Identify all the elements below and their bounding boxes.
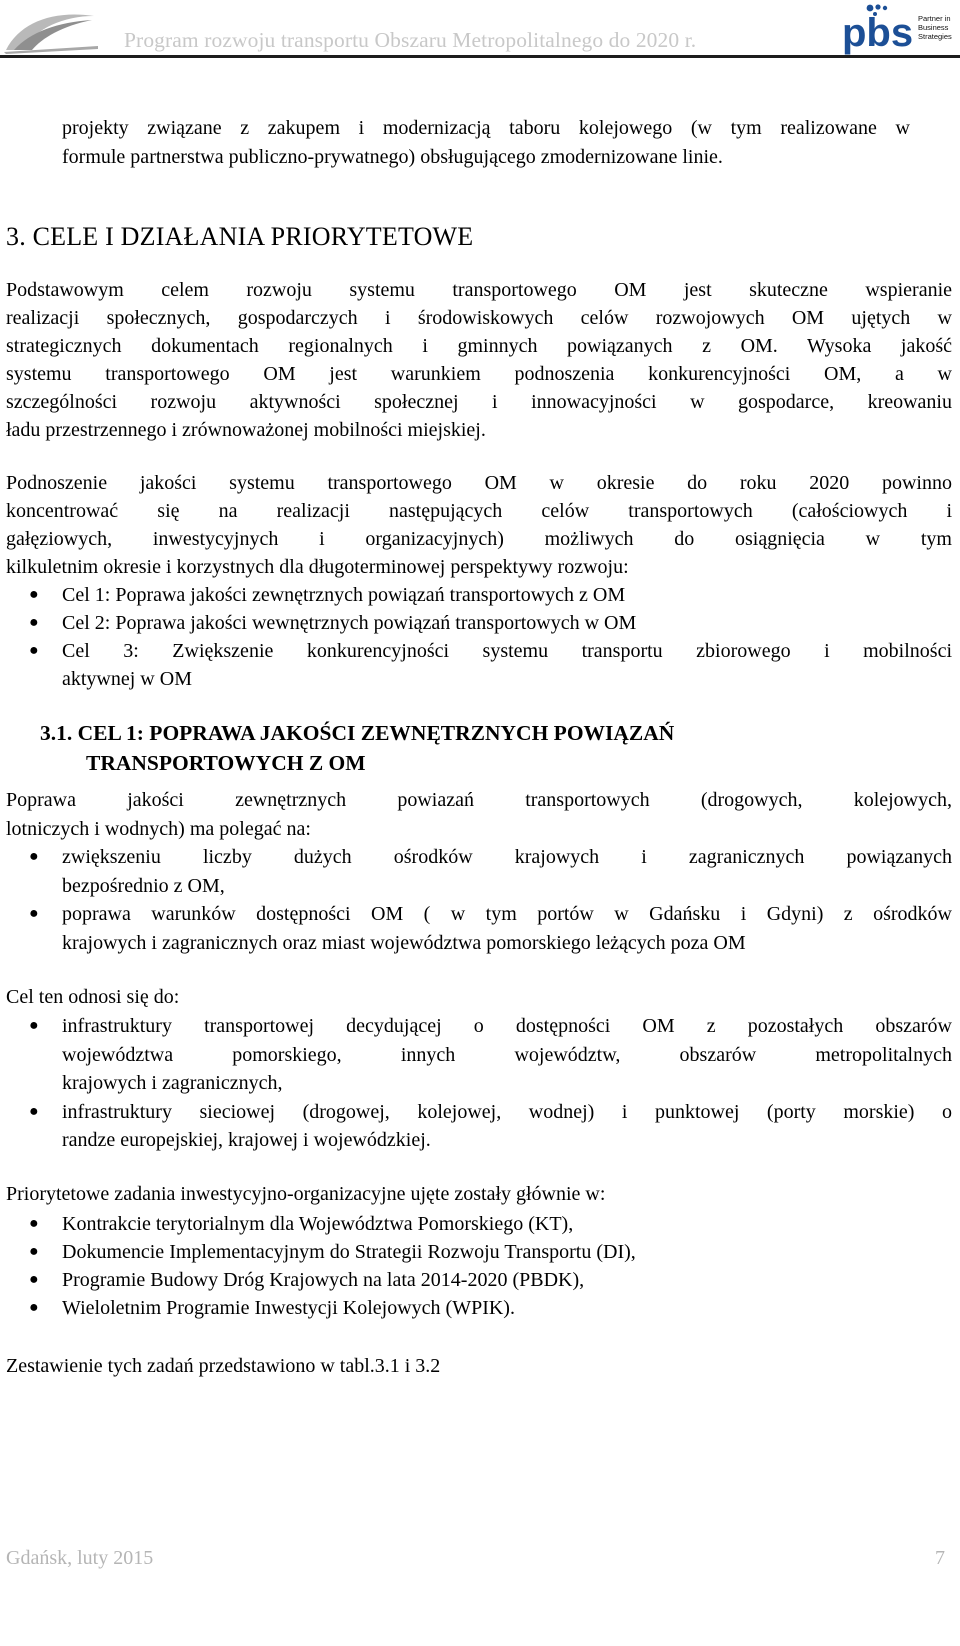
pbs-tagline: Partner in Business Strategies bbox=[918, 14, 952, 41]
priority-intro: Priorytetowe zadania inwestycyjno-organizacyjne ujęte zostały głównie w: bbox=[6, 1183, 606, 1205]
bullet-icon: ● bbox=[29, 642, 39, 659]
list-item: ● Cel 2: Poprawa jakości wewnętrznych powiązań transportowych w OM bbox=[0, 609, 952, 637]
list-item: ● Cel 3: Zwiększenie konkurencyjności systemu transportu zbiorowego i mobilności aktywnej w OM bbox=[0, 637, 952, 693]
list-item: ● Cel 1: Poprawa jakości zewnętrznych powiązań transportowych z OM bbox=[0, 581, 952, 609]
bullet-icon: ● bbox=[29, 1102, 39, 1120]
page-header bbox=[0, 0, 960, 60]
bullet-icon: ● bbox=[29, 848, 39, 865]
goals-list bbox=[0, 581, 952, 693]
improvement-list bbox=[0, 843, 952, 957]
relates-intro: Cel ten odnosi się do: bbox=[6, 986, 180, 1008]
document-title: Program rozwoju transportu Obszaru Metropolitalnego do 2020 r. bbox=[124, 28, 697, 52]
header-divider bbox=[0, 55, 960, 58]
bullet-icon: ● bbox=[29, 1271, 39, 1288]
bullet-icon: ● bbox=[29, 1243, 39, 1260]
list-item: ● zwiększeniu liczby dużych ośrodków krajowych i zagranicznych powiązanych bezpośrednio z OM, bbox=[0, 843, 952, 900]
list-item: ● infrastruktury transportowej decydującej o dostępności OM z pozostałych obszarów województwa pomorskiego, innych województw, obszarów metropolitalnych krajowych i zagranicznych, bbox=[0, 1012, 952, 1098]
relates-list bbox=[0, 1012, 952, 1155]
subsection-heading: 3.1. CEL 1: POPRAWA JAKOŚCI ZEWNĘTRZNYCH POWIĄZAŃ TRANSPORTOWYCH Z OM bbox=[40, 721, 675, 775]
bullet-icon: ● bbox=[29, 614, 39, 631]
section-heading: 3. CELE I DZIAŁANIA PRIORYTETOWE bbox=[6, 222, 474, 251]
documents-list bbox=[0, 1210, 952, 1322]
summary-line: Zestawienie tych zadań przedstawiono w tabl.3.1 i 3.2 bbox=[6, 1355, 441, 1377]
bullet-icon: ● bbox=[29, 1017, 39, 1034]
list-item: ● Dokumencie Implementacyjnym do Strategii Rozwoju Transportu (DI), bbox=[0, 1238, 952, 1266]
page-number: 7 bbox=[935, 1547, 945, 1569]
list-item: ● infrastruktury sieciowej (drogowej, kolejowej, wodnej) i punktowej (porty morskie) o randze europejskiej, krajowej i wojewódzkiej. bbox=[0, 1098, 952, 1155]
quality-paragraph: Podnoszenie jakości systemu transportowego OM w okresie do roku 2020 powinno koncentrować się na realizacji następujących celów transportowych (całościowych i gałęziowych, inwestycyjnych i organizacyjnych) możliwych do osiągnięcia w tym kilkuletnim okresie i korzystnych dla długoterminowej perspektywy rozwoju: bbox=[6, 472, 952, 578]
list-item: ● Wieloletnim Programie Inwestycji Kolejowych (WPIK). bbox=[0, 1294, 952, 1322]
improvement-intro: Poprawa jakości zewnętrznych powiazań transportowych (drogowych, kolejowych, lotniczych i wodnych) ma polegać na: bbox=[6, 789, 952, 840]
swoosh-logo-icon bbox=[2, 6, 98, 56]
bullet-icon: ● bbox=[29, 1299, 39, 1316]
intro-paragraph: projekty związane z zakupem i modernizacją taboru kolejowego (w tym realizowane w formule partnerstwa publiczno-prywatnego) obsługującego zmodernizowane linie. bbox=[62, 117, 910, 168]
goal-paragraph: Podstawowym celem rozwoju systemu transportowego OM jest skuteczne wspieranie realizacji społecznych, gospodarczych i środowiskowych celów rozwojowych OM ujętych w strategicznych dokumentach regionalnych i gminnych powiązanych z OM. Wysoka jakość systemu transportowego OM jest warunkiem podnoszenia konkurencyjności OM, a w szczególności rozwoju aktywności społecznej i innowacyjności w gospodarce, kreowaniu ładu przestrzennego i zrównoważonej mobilności miejskiej. bbox=[6, 279, 952, 441]
footer-place-date: Gdańsk, luty 2015 bbox=[6, 1547, 154, 1569]
bullet-icon: ● bbox=[29, 586, 39, 603]
list-item: ● poprawa warunków dostępności OM ( w tym portów w Gdańsku i Gdyni) z ośrodków krajowych i zagranicznych oraz miast województwa pomorskiego leżących poza OM bbox=[0, 900, 952, 957]
bullet-icon: ● bbox=[29, 1215, 39, 1232]
svg-text:pbs: pbs bbox=[842, 11, 914, 55]
list-item: ● Kontrakcie terytorialnym dla Województwa Pomorskiego (KT), bbox=[0, 1210, 952, 1238]
list-item: ● Programie Budowy Dróg Krajowych na lata 2014-2020 (PBDK), bbox=[0, 1266, 952, 1294]
bullet-icon: ● bbox=[29, 905, 39, 923]
